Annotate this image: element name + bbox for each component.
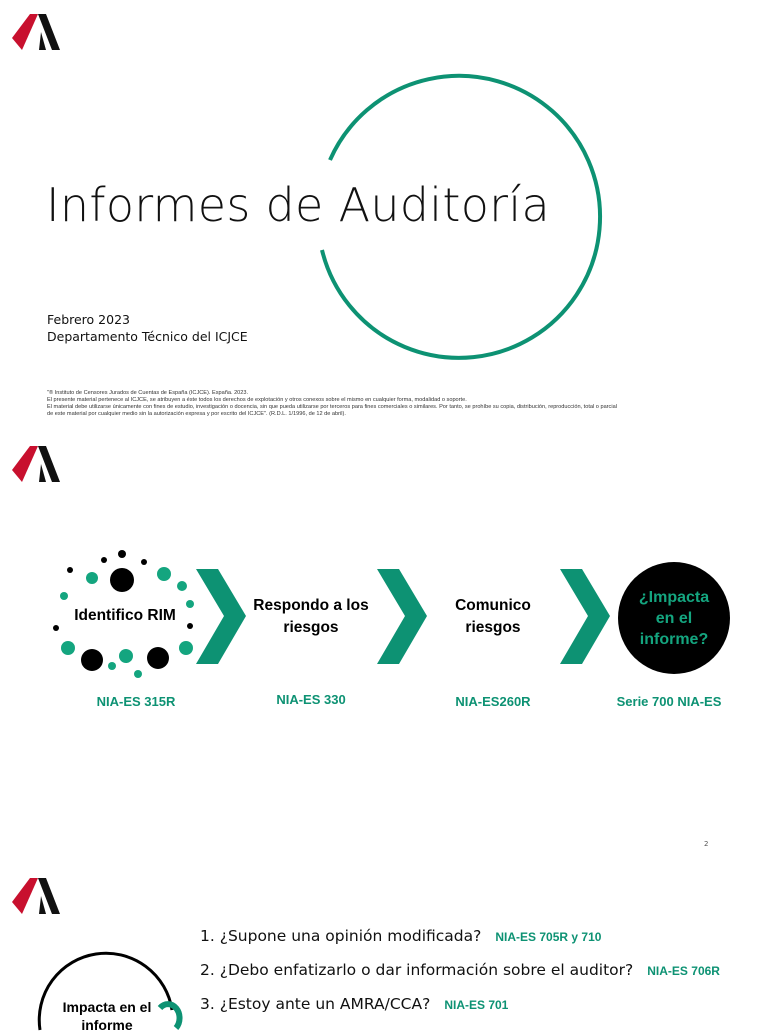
questions-slide [0, 864, 768, 1033]
step-3-label: Comunico riesgos [455, 597, 531, 636]
question-1-text: 1. ¿Supone una opinión modificada? [200, 927, 482, 945]
slide-department: Departamento Técnico del ICJCE [47, 329, 248, 344]
step-3-nia: NIA-ES260R [455, 694, 531, 709]
copyright-line-1: "® Instituto de Censores Jurados de Cuentas de España (ICJCE). España. 2023. [47, 390, 249, 396]
impact-circle [618, 562, 730, 674]
slide-date: Febrero 2023 [47, 312, 130, 327]
question-3-text: 3. ¿Estoy ante un AMRA/CCA? [200, 995, 431, 1013]
question-3-ref: NIA-ES 701 [444, 998, 509, 1012]
question-2-ref: NIA-ES 706R [647, 964, 720, 978]
icjce-logo-icon [10, 440, 62, 486]
chevron-right-icon [560, 569, 610, 664]
page-number: 2 [704, 840, 709, 848]
title-slide [0, 0, 768, 432]
copyright-line-4: de este material por cualquier medio sin la autorización expresa y por escrito del ICJCE". (R.D.L. 1/1996, de 12 de abril). [47, 411, 346, 417]
question-1-ref: NIA-ES 705R y 710 [495, 930, 602, 944]
step-4-nia: Serie 700 NIA-ES [616, 694, 722, 709]
copyright-line-2: El presente material pertenece al ICJCE, se atribuyen a éste todos los derechos de explotación y otros conexos sobre el mismo en cualquier forma, modalidad o soporte. [47, 397, 467, 403]
chevron-right-icon [377, 569, 427, 664]
question-2 [200, 961, 720, 979]
copyright-line-3: El material debe utilizarse únicamente con fines de estudio, investigación o docencia, sin que pueda utilizarse por terceros para fines comerciales o similares. Por tanto, se prohíbe su copia, distribución, reproducción, total o parcial [47, 404, 617, 410]
process-slide [0, 432, 768, 864]
slide-title: Informes de Auditoría [46, 178, 550, 232]
step-4-label: ¿Impacta en el informe? [638, 588, 710, 648]
question-2-text: 2. ¿Debo enfatizarlo o dar información sobre el auditor? [200, 961, 634, 979]
impact-ring-label: Impacta en el informe [62, 999, 152, 1033]
icjce-logo-icon [10, 8, 62, 54]
icjce-logo-icon [10, 872, 62, 918]
step-1-nia: NIA-ES 315R [96, 694, 176, 709]
question-1 [200, 927, 601, 945]
step-2-nia: NIA-ES 330 [276, 692, 346, 707]
chevron-right-icon [196, 569, 246, 664]
step-2-label: Respondo a los riesgos [253, 597, 369, 636]
question-3 [200, 995, 508, 1013]
step-1-label: Identifico RIM [74, 607, 176, 624]
